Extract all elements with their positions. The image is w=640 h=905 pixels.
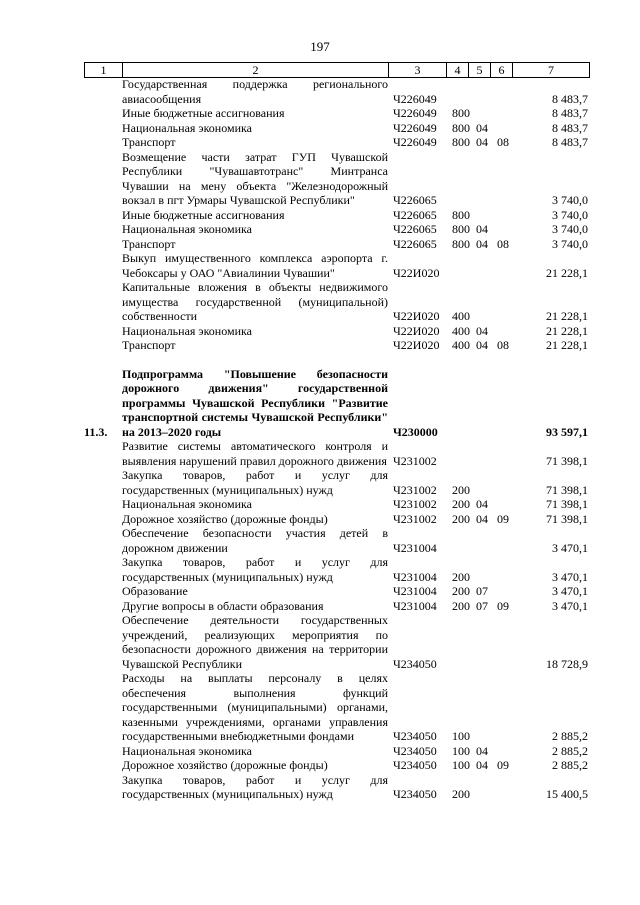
subsection: 09 [497,758,509,772]
expense-type: 400 [452,323,470,338]
section: 04 [476,338,488,352]
table-body [0,77,640,802]
table-row [0,150,640,208]
table-row [0,367,640,440]
section: 04 [476,511,488,526]
row-number: 11.3. [84,424,108,439]
amount: 93 597,1 [546,424,588,439]
table-row [0,121,640,136]
amount: 2 885,2 [552,758,588,772]
section: 04 [476,135,488,149]
amount: 3 740,0 [552,222,588,236]
item-name: Обеспечение безопасности участия детей в дорожном движении [122,526,388,555]
table-row [0,468,640,497]
table-row [0,222,640,237]
amount: 3 470,1 [552,540,588,555]
table-row [0,280,640,324]
target-code: Ч231004 [393,540,437,555]
item-name: Подпрограмма "Повышение безопасности дорожного движения" государственной программы Чувашской Республики "Развитие транспортной системы Чувашской Республики" на 2013–2020 годы [122,366,388,439]
amount: 3 470,1 [552,569,588,584]
amount: 71 398,1 [546,482,588,497]
item-name: Иные бюджетные ассигнования [122,207,285,222]
target-code: Ч234050 [393,656,437,671]
table-row [0,773,640,802]
expense-type: 100 [452,729,470,743]
target-code: Ч231002 [393,511,437,526]
expense-type: 100 [452,758,470,772]
table-row [0,77,640,106]
table-header [84,62,590,78]
target-code: Ч226065 [393,236,437,251]
header-col-7: 7 [512,63,590,77]
target-code: Ч231004 [393,598,437,613]
target-code: Ч226065 [393,207,437,222]
item-name: Транспорт [122,338,176,352]
target-code: Ч231004 [393,569,437,584]
expense-type: 200 [452,787,470,801]
target-code: Ч231002 [393,453,437,468]
table-row [0,512,640,527]
expense-type: 400 [452,338,470,352]
page-number: 197 [310,39,330,54]
amount: 21 228,1 [546,323,588,338]
subsection: 09 [497,511,509,526]
item-name: Дорожное хозяйство (дорожные фонды) [122,511,328,526]
expense-type: 800 [452,135,470,149]
amount: 3 470,1 [552,584,588,598]
target-code: Ч231002 [393,497,437,511]
amount: 8 483,7 [552,135,588,149]
item-name: Расходы на выплаты персоналу в целях обеспечения выполнения функций государственными (муниципальными) органами, казенными учреждениями, органами управления государственными внебюджетными фондами [122,671,388,743]
amount: 3 740,0 [552,193,588,207]
target-code: Ч230000 [393,424,438,439]
target-code: Ч226065 [393,222,437,236]
table-row [0,237,640,252]
amount: 2 885,2 [552,729,588,743]
table-row [0,671,640,744]
expense-type: 200 [452,584,470,598]
subsection: 08 [497,338,509,352]
amount: 15 400,5 [546,787,588,801]
section: 07 [476,598,488,613]
table-row [0,106,640,121]
table-row [0,208,640,223]
target-code: Ч22И020 [393,309,440,323]
table-row [0,251,640,280]
target-code: Ч226065 [393,193,437,207]
amount: 21 228,1 [546,309,588,323]
target-code: Ч234050 [393,758,437,772]
table-row [0,324,640,339]
amount: 3 740,0 [552,207,588,222]
item-name: Национальная экономика [122,497,252,511]
amount: 3 740,0 [552,236,588,251]
header-col-1: 1 [84,63,122,77]
item-name: Другие вопросы в области образования [122,598,324,613]
expense-type: 800 [452,106,470,120]
expense-type: 200 [452,511,470,526]
item-name: Транспорт [122,236,176,251]
item-name: Капитальные вложения в объекты недвижимого имущества государственной (муниципальной) собственности [122,280,388,323]
expense-type: 200 [452,598,470,613]
section: 04 [476,743,488,758]
subsection: 08 [497,236,509,251]
section: 04 [476,323,488,338]
section: 04 [476,222,488,236]
target-code: Ч226049 [393,91,437,106]
table-row [0,613,640,671]
item-name: Обеспечение деятельности государственных учреждений, реализующих мероприятия по безопасности дорожного движения на территории Чувашской Республики [122,613,388,671]
item-name: Развитие системы автоматического контроля и выявления нарушений правил дорожного движения [122,439,388,468]
table-row [0,758,640,773]
target-code: Ч226049 [393,120,437,135]
expense-type: 800 [452,236,470,251]
target-code: Ч231004 [393,584,437,598]
item-name: Государственная поддержка регионального авиасообщения [122,77,388,106]
item-name: Национальная экономика [122,120,252,135]
target-code: Ч234050 [393,729,437,743]
amount: 8 483,7 [552,120,588,135]
expense-type: 100 [452,743,470,758]
amount: 71 398,1 [546,453,588,468]
target-code: Ч22И020 [393,265,440,280]
amount: 3 470,1 [552,598,588,613]
amount: 21 228,1 [546,265,588,280]
expense-type: 200 [452,497,470,511]
section: 04 [476,120,488,135]
header-col-2: 2 [122,63,388,77]
section: 04 [476,758,488,772]
item-name: Дорожное хозяйство (дорожные фонды) [122,758,328,772]
item-name: Иные бюджетные ассигнования [122,106,285,120]
item-name: Национальная экономика [122,222,252,236]
amount: 2 885,2 [552,743,588,758]
table-row [0,526,640,555]
table-row [0,599,640,614]
amount: 21 228,1 [546,338,588,352]
target-code: Ч231002 [393,482,437,497]
item-name: Закупка товаров, работ и услуг для государственных (муниципальных) нужд [122,555,388,584]
table-row [0,497,640,512]
expense-type: 400 [452,309,470,323]
target-code: Ч234050 [393,787,437,801]
table-row [0,744,640,759]
section: 04 [476,236,488,251]
section: 07 [476,584,488,598]
expense-type: 800 [452,222,470,236]
item-name: Закупка товаров, работ и услуг для государственных (муниципальных) нужд [122,772,388,801]
table-row [0,439,640,468]
item-name: Выкуп имущественного комплекса аэропорта г. Чебоксары у ОАО "Авиалинии Чувашии" [122,251,388,280]
table-row [0,338,640,353]
target-code: Ч226049 [393,135,437,149]
table-row [0,135,640,150]
item-name: Образование [122,584,188,598]
target-code: Ч234050 [393,743,437,758]
table-row [0,555,640,584]
expense-type: 200 [452,569,470,584]
item-name: Национальная экономика [122,743,252,758]
amount: 8 483,7 [552,91,588,106]
item-name: Закупка товаров, работ и услуг для государственных (муниципальных) нужд [122,468,388,497]
expense-type: 200 [452,482,470,497]
amount: 8 483,7 [552,106,588,120]
header-col-4: 4 [446,63,468,77]
table-row [0,584,640,599]
item-name: Национальная экономика [122,323,252,338]
target-code: Ч226049 [393,106,437,120]
amount: 71 398,1 [546,497,588,511]
item-name: Транспорт [122,135,176,149]
target-code: Ч22И020 [393,338,440,352]
target-code: Ч22И020 [393,323,440,338]
expense-type: 800 [452,120,470,135]
header-col-3: 3 [388,63,446,77]
amount: 71 398,1 [546,511,588,526]
header-col-5: 5 [468,63,490,77]
header-col-6: 6 [490,63,512,77]
expense-type: 800 [452,207,470,222]
subsection: 09 [497,598,509,613]
amount: 18 728,9 [546,656,588,671]
subsection: 08 [497,135,509,149]
item-name: Возмещение части затрат ГУП Чувашской Республики "Чувашавтотранс" Минтранса Чувашии на мену объекта "Железнодорожный вокзал в пгт Урмары Чувашской Республики" [122,149,388,207]
section: 04 [476,497,488,511]
